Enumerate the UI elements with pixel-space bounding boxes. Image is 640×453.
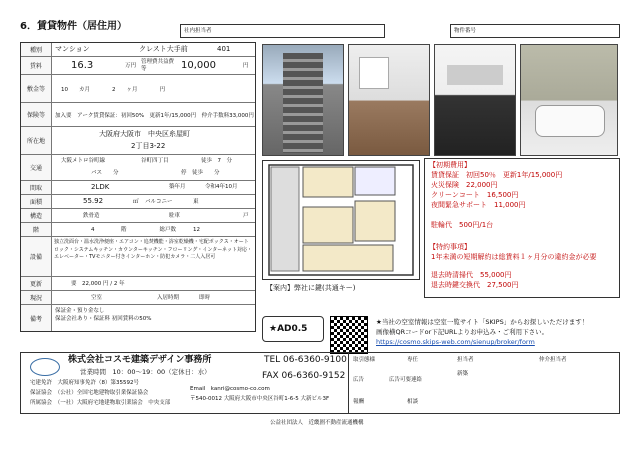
staff-label: 社内担当者 (184, 28, 212, 34)
qr-text-2: 画像横QRコードor下記URLよりお申込み・ご利用下さい。 (376, 328, 549, 336)
address-line-2: 2丁目3-22 (131, 142, 166, 150)
type-label: 種別 (21, 43, 52, 56)
balcony-label: バルコニー (145, 199, 173, 205)
transaction-table (348, 352, 620, 414)
special-title: 【特約事項】 (429, 243, 471, 251)
station-line: 大阪メトロ谷町線 (61, 158, 106, 164)
cost-4: 夜間緊急サポート 11,000円 (431, 201, 526, 209)
address-line-1: 大阪府大阪市 中央区糸屋町 (99, 130, 190, 138)
structure-label: 構造 (21, 209, 52, 222)
rent-value: 16.3 (71, 60, 94, 71)
agent-label: 仲介担当者 (539, 357, 567, 363)
walk-minutes: 徒歩 7 分 (201, 158, 232, 164)
floor-plan-drawing (263, 161, 419, 279)
floor-plan (262, 160, 420, 280)
mgmt-unit: 円 (243, 63, 249, 69)
rent-label: 賃料 (21, 57, 52, 74)
transaction-type-value: 専任 (407, 357, 419, 363)
property-number-label: 物件番号 (454, 28, 477, 34)
area-unit: ㎡ (133, 199, 139, 205)
renewal-value: 要 22,000 円 / 2 年 (71, 281, 125, 287)
movein-value: 即時 (199, 295, 211, 301)
walk-minutes-2: 停 徒歩 分 (181, 170, 220, 176)
ad-text: ★AD0.5 (269, 324, 308, 334)
insurance-label: 保険等 (21, 103, 52, 126)
property-name: クレスト大手前 (139, 45, 188, 53)
special-4: 退去時鍵交換代 27,500円 (431, 281, 519, 289)
transaction-type-label: 取引態様 (353, 357, 376, 363)
area-label: 面積 (21, 195, 52, 208)
property-type: マンション (55, 45, 90, 53)
company-name: 株式会社コスモ建築デザイン事務所 (68, 355, 212, 365)
equipment-value: 独立洗面台・温水洗浄便座・エアコン・追焚機能・浴室乾燥機・宅配ボックス・オートロック・システムキッチン・カウンターキッチン・フローリング・インターネット対応・エレベーター・TVモニター付きインターホン・防犯カメラ・二人入居可 (54, 239, 252, 260)
cost-6: 駐輪代 500円/1台 (431, 221, 494, 229)
bus-minutes: バス 分 (91, 170, 119, 176)
license-2: 保証協会 （公社）全国宅地建物取引業保証協会 (30, 390, 149, 396)
fee-label: 報酬 (353, 399, 365, 405)
equipment-label: 設備 (21, 237, 52, 276)
cost-2: 火災保険 22,000円 (431, 181, 498, 189)
qr-code[interactable] (330, 316, 368, 354)
direction-value: 東 (193, 199, 199, 205)
remarks-label: 備考 (21, 305, 52, 331)
mgmt-value: 10,000 (181, 60, 216, 71)
footer-text: 公益社団法人 近畿圏不動産流通機構 (270, 420, 364, 426)
special-1: 1年未満の短期解約は総賃料１ヶ月分の違約金が必要 (431, 253, 597, 261)
floor-total: 12 (193, 227, 200, 233)
parking-unit: 戸 (243, 213, 249, 219)
structure-value: 鉄骨造 (83, 213, 100, 219)
email: Email kanri@cosmo-co.com (190, 386, 270, 392)
renewal-label: 更新 (21, 277, 52, 290)
mgmt-label: 管理費共益費等 (141, 59, 175, 72)
cost-3: クリーンコート 16,500円 (431, 191, 519, 199)
handler-label: 担当者 (457, 357, 474, 363)
insurance-value: 加入要 アーク賃貸保証：初回50% 更新1年/15,000円 仲介手数料33,000円 (55, 113, 254, 119)
page-title: 6．賃貸物件（居住用） (20, 21, 127, 32)
floor-label: 階 (21, 223, 52, 236)
license-3: 所属協会 （一社）大阪府宅地建物取引業協会 中央支部 (30, 400, 171, 406)
bathroom-photo (520, 44, 618, 156)
movein-label: 入居時期 (157, 295, 180, 301)
remarks-1: 保証金・預り金なし (55, 308, 105, 314)
built-value: 令和4年10月 (205, 184, 238, 190)
room-number: 401 (217, 45, 231, 53)
new-build: 新築 (457, 371, 469, 377)
info-box (424, 158, 620, 298)
rent-unit: 万円 (125, 63, 137, 69)
company-logo (30, 358, 60, 376)
company-address: 〒540-0012 大阪府大阪市中央区谷町1-6-5 大新ビル3F (190, 396, 330, 402)
fax-number: FAX 06-6360-9152 (262, 371, 346, 381)
transport-label: 交通 (21, 155, 52, 180)
area-value: 55.92 (83, 197, 104, 205)
built-label: 築年月 (169, 184, 186, 190)
license-1: 宅建免許 大阪府知事免許（8）第35592号 (30, 380, 139, 386)
kitchen-photo (434, 44, 516, 156)
status-label: 現況 (21, 291, 52, 304)
ad-value: 広告可要連絡 (389, 377, 423, 383)
ad-badge (262, 316, 324, 342)
location-label: 所在地 (21, 127, 52, 154)
guide-text: 【案内】弊社に鍵(共通キー) (266, 284, 356, 292)
ad-label: 広告 (353, 377, 365, 383)
property-table (20, 42, 256, 332)
tel-number: TEL 06-6360-9100 (264, 355, 347, 365)
floor-units: 階 総戸数 (121, 227, 177, 233)
cost-1: 賃貸保証 初回50％ 更新1年/15,000円 (431, 171, 563, 179)
building-exterior-photo (262, 44, 344, 156)
business-hours: 営業時間 10：00～19：00（定休日：水） (80, 368, 211, 376)
remarks-2: 保証会社あり・保証料 初回賃料の50% (55, 316, 152, 322)
living-room-photo (348, 44, 430, 156)
special-3: 退去時清掃代 55,000円 (431, 271, 512, 279)
layout-label: 間取 (21, 181, 52, 194)
deposit-row: 10 カ月 2 ヶ月 円 (61, 87, 165, 93)
parking-label: 駐車 (169, 213, 181, 219)
skips-link[interactable]: https://cosmo.skips-web.com/sienup/broker/form (376, 338, 535, 346)
layout-value: 2LDK (91, 183, 110, 191)
deposit-label: 敷金等 (21, 75, 52, 102)
status-value: 空室 (91, 295, 103, 301)
costs-title: 【初期費用】 (429, 161, 471, 169)
floor-value: 4 (91, 227, 95, 233)
fee-value: 相談 (407, 399, 419, 405)
qr-text-1: ★当社の空室情報は空室一覧サイト「SKIPS」からお探しいただけます！ (376, 318, 589, 326)
station-name: 谷町四丁目 (141, 158, 169, 164)
